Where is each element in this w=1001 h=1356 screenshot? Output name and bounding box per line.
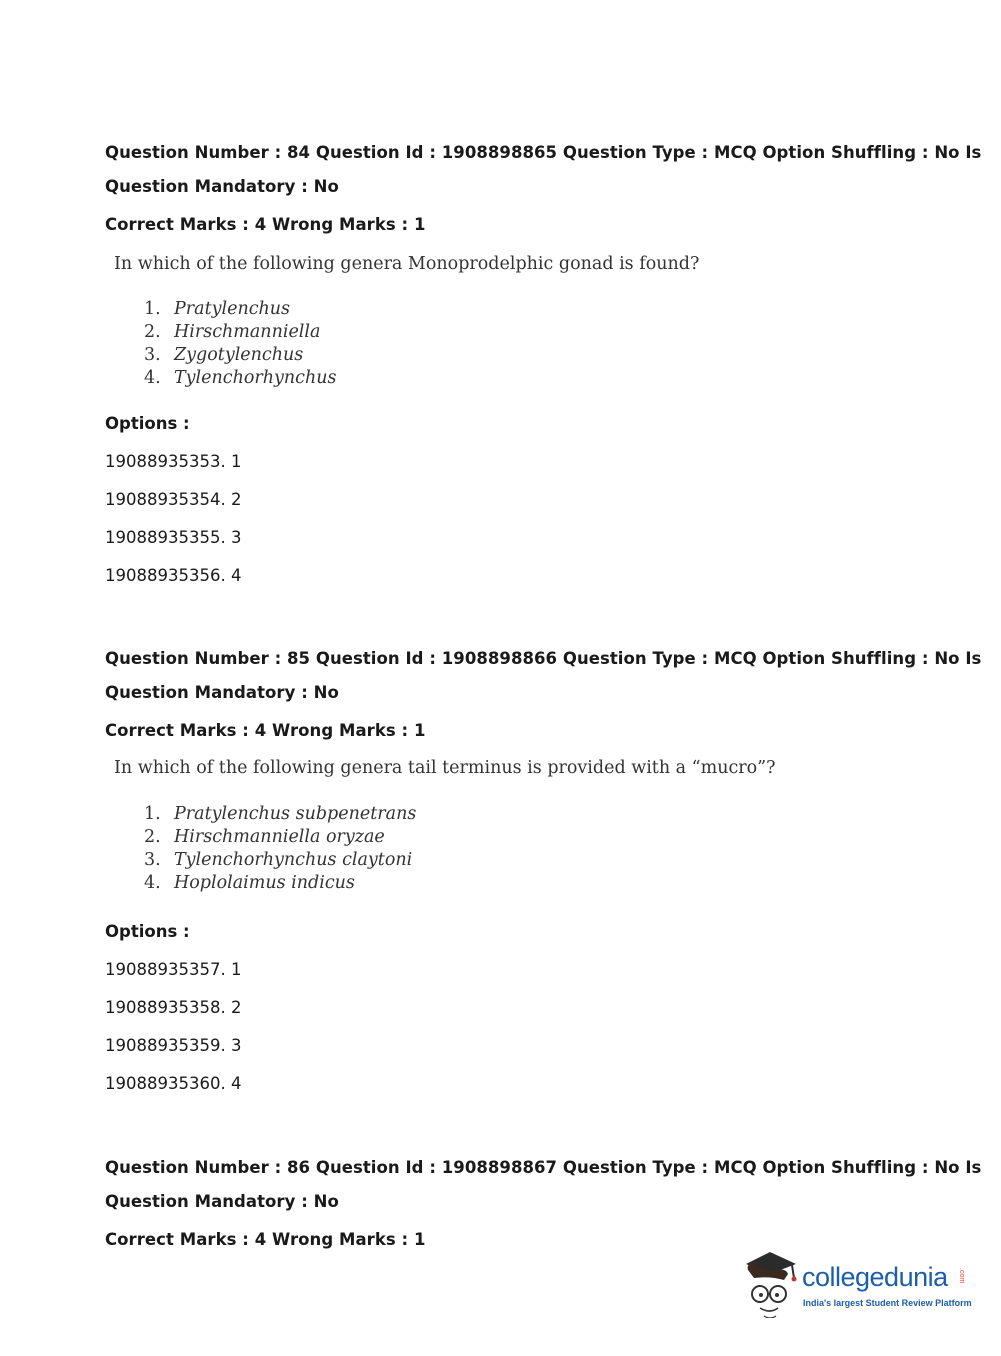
q84-header-line2: Question Mandatory : No — [105, 177, 339, 196]
q84-option: 19088935356. 4 — [105, 566, 242, 585]
q85-options-label: Options : — [105, 922, 190, 941]
q84-option: 19088935353. 1 — [105, 452, 242, 471]
q85-option: 19088935357. 1 — [105, 960, 242, 979]
logo-suffix: .com — [958, 1268, 965, 1284]
q85-header-line2: Question Mandatory : No — [105, 683, 339, 702]
q85-option: 19088935359. 3 — [105, 1036, 242, 1055]
logo-tagline: India's largest Student Review Platform — [803, 1298, 972, 1308]
q84-option: 19088935354. 2 — [105, 490, 242, 509]
q85-choice: 2. Hirschmanniella oryzae — [144, 827, 385, 847]
q85-stem: In which of the following genera tail terminus is provided with a “mucro”? — [114, 758, 776, 778]
q84-choice: 3. Zygotylenchus — [144, 345, 304, 365]
q86-header-line2: Question Mandatory : No — [105, 1192, 339, 1211]
q84-choice: 2. Hirschmanniella — [144, 322, 321, 342]
q84-option: 19088935355. 3 — [105, 528, 242, 547]
q85-option: 19088935360. 4 — [105, 1074, 242, 1093]
q84-stem: In which of the following genera Monoprodelphic gonad is found? — [114, 254, 700, 274]
q85-option: 19088935358. 2 — [105, 998, 242, 1017]
q85-header-line1: Question Number : 85 Question Id : 1908898866 Question Type : MCQ Option Shuffling : No Is — [105, 649, 982, 668]
logo-wordmark: collegedunia — [802, 1262, 948, 1292]
q85-choice: 4. Hoplolaimus indicus — [144, 873, 355, 893]
q84-choice: 1. Pratylenchus — [144, 299, 291, 319]
q84-header-line1: Question Number : 84 Question Id : 1908898865 Question Type : MCQ Option Shuffling : No Is — [105, 143, 982, 162]
q85-choice: 3. Tylenchorhynchus claytoni — [144, 850, 413, 870]
q84-options-label: Options : — [105, 414, 190, 433]
q84-marks: Correct Marks : 4 Wrong Marks : 1 — [105, 215, 426, 234]
q86-marks: Correct Marks : 4 Wrong Marks : 1 — [105, 1230, 426, 1249]
mascot-icon — [740, 1248, 800, 1318]
collegedunia-logo — [740, 1248, 970, 1320]
q84-choice: 4. Tylenchorhynchus — [144, 368, 337, 388]
q85-choice: 1. Pratylenchus subpenetrans — [144, 804, 417, 824]
q86-header-line1: Question Number : 86 Question Id : 1908898867 Question Type : MCQ Option Shuffling : No Is — [105, 1158, 982, 1177]
q85-marks: Correct Marks : 4 Wrong Marks : 1 — [105, 721, 426, 740]
